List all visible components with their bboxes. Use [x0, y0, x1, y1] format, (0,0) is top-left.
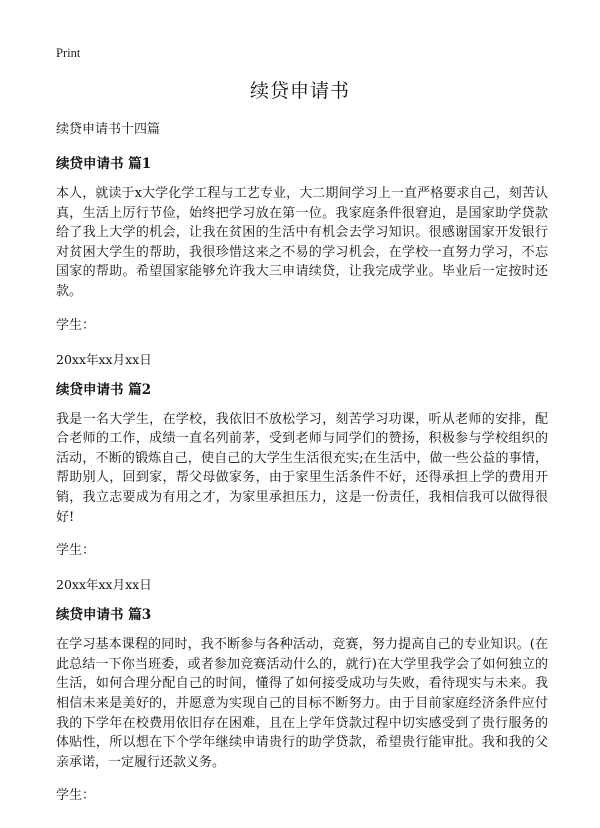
document-subtitle: 续贷申请书十四篇 [56, 122, 161, 137]
section-heading: 续贷申请书 篇2 [56, 381, 152, 398]
section-2 [56, 380, 548, 596]
document-title: 续贷申请书 [249, 80, 350, 102]
section-heading: 续贷申请书 篇3 [56, 607, 152, 624]
student-signature-label: 学生： [56, 788, 96, 804]
section-body: 在学习基本课程的同时，我不断参与各种活动，竞赛，努力提高自己的专业知识。(在此总结一下你当班委，或者参加竞赛活动什么的，就行)在大学里我学会了如何独立的生活，如何合理分配自己的时间，懂得了如何接受成功与失败，看待现实与未来。我相信未来是美好的，并愿意为实现自己的目标不断努力。由于目前家庭经济条件应付我的下学年在校费用依旧存在困难，且在上学年贷款过程中切实感受到了贵行服务的体贴性，所以想在下个学年继续申请贵行的助学贷款，希望贵行能审批。我和我的父亲承诺，一定履行还款义务。 [56, 637, 548, 770]
section-1 [56, 154, 548, 370]
student-signature-label: 学生： [56, 317, 96, 333]
section-heading: 续贷申请书 篇1 [56, 156, 152, 172]
section-3 [56, 605, 548, 806]
date-line: 20xx年xx月xx日 [56, 577, 152, 593]
student-signature-label: 学生： [56, 543, 96, 559]
section-body: 我是一名大学生，在学校，我依旧不放松学习，刻苦学习功课，听从老师的安排，配合老师的工作，成绩一直名列前茅，受到老师与同学们的赞扬，积极参与学校组织的活动，不断的锻炼自己，使自己的大学生生活很充实;在生活中，做一些公益的事情，帮助别人，回到家，帮父母做家务，由于家里生活条件不好，还得承担上学的费用开销，我立志要成为有用之才，为家里承担压力，这是一份责任，我相信我可以做得很好! [56, 411, 548, 525]
print-label: Print [56, 46, 81, 60]
document-content [56, 120, 548, 820]
section-body: 本人，就读于x大学化学工程与工艺专业，大二期间学习上一直严格要求自己，刻苦认真，生活上厉行节俭，始终把学习放在第一位。我家庭条件很窘迫，是国家助学贷款给了我上大学的机会，让我在贫困的生活中有机会去学习知识。很感谢国家开发银行对贫困大学生的帮助，我很珍惜这来之不易的学习机会，在学校一直努力学习，不忘国家的帮助。希望国家能够允许我大三申请续贷，让我完成学业。毕业后一定按时还款。 [56, 186, 548, 299]
date-line: 20xx年xx月xx日 [56, 351, 152, 367]
